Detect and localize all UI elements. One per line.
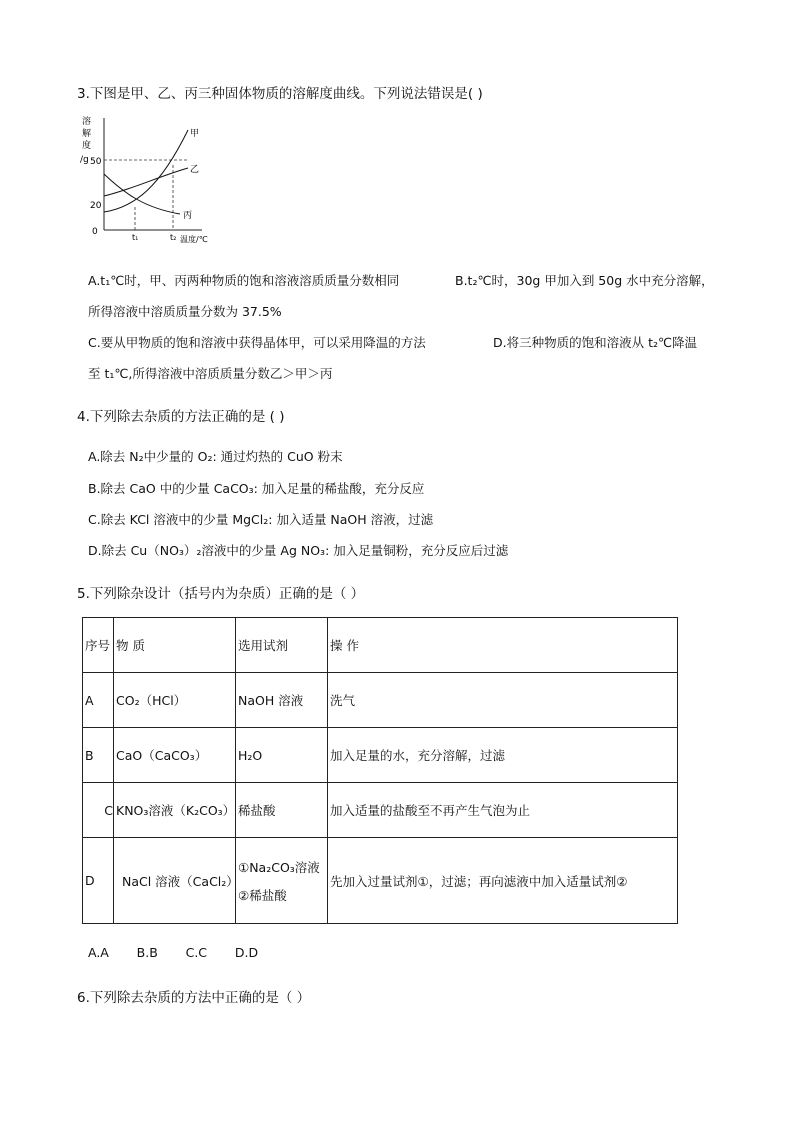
- row-reagent-cell: [236, 838, 328, 924]
- y-label-3: /g: [80, 155, 89, 165]
- row-reagent-2: ②稀盐酸: [238, 887, 287, 903]
- row-substance: NaCl 溶液（CaCl₂）: [114, 838, 236, 924]
- row-reagent: 稀盐酸: [236, 783, 328, 838]
- q3-option-b-cont: 所得溶液中溶质质量分数为 37.5%: [88, 304, 282, 319]
- q4-option-d: D.除去 Cu（NO₃）₂溶液中的少量 Ag NO₃: 加入足量铜粉，充分反应后过滤: [88, 543, 509, 558]
- x-tick-t1: t₁: [132, 233, 139, 242]
- row-operation: 加入适量的盐酸至不再产生气泡为止: [328, 783, 678, 838]
- row-substance: KNO₃溶液（K₂CO₃）: [114, 783, 236, 838]
- header-substance: 物 质: [114, 618, 236, 673]
- q6-stem: 6.下列除去杂质的方法中正确的是（ ）: [77, 990, 311, 1006]
- q3-stem: 3.下图是甲、乙、丙三种固体物质的溶解度曲线。下列说法错误是( ): [77, 86, 483, 102]
- y-label-2: 度: [82, 141, 92, 151]
- q3-option-d: D.将三种物质的饱和溶液从 t₂℃降温: [493, 335, 698, 350]
- row-id: A: [83, 673, 114, 728]
- q4-option-a: A.除去 N₂中少量的 O₂: 通过灼热的 CuO 粉末: [88, 449, 343, 464]
- solubility-chart: [80, 112, 230, 250]
- header-operation: 操 作: [328, 618, 678, 673]
- curve-bing: [104, 174, 180, 214]
- origin-label: 0: [92, 227, 98, 237]
- table-row: [83, 728, 678, 783]
- label-bing: 丙: [183, 211, 193, 221]
- q4-option-c: C.除去 KCl 溶液中的少量 MgCl₂: 加入适量 NaOH 溶液，过滤: [88, 512, 434, 527]
- table-row: [83, 673, 678, 728]
- x-axis-label: 温度/℃: [180, 235, 208, 244]
- row-operation: 洗气: [328, 673, 678, 728]
- row-reagent: ①Na₂CO₃溶液: [238, 859, 320, 875]
- row-substance: CO₂（HCl）: [114, 673, 236, 728]
- label-jia: 甲: [190, 129, 200, 139]
- q3-option-b: B.t₂℃时，30g 甲加入到 50g 水中充分溶解，: [455, 273, 714, 288]
- q4-option-b: B.除去 CaO 中的少量 CaCO₃: 加入足量的稀盐酸，充分反应: [88, 481, 425, 496]
- header-reagent: 选用试剂: [236, 618, 328, 673]
- row-operation: 先加入过量试剂①，过滤；再向滤液中加入适量试剂②: [328, 838, 678, 924]
- q3-option-d-cont: 至 t₁℃,所得溶液中溶质质量分数乙＞甲＞丙: [88, 366, 333, 381]
- row-id: B: [83, 728, 114, 783]
- header-id: 序号: [83, 618, 114, 673]
- row-id: D: [83, 838, 114, 924]
- table-header-row: [83, 618, 678, 673]
- row-reagent: NaOH 溶液: [236, 673, 328, 728]
- row-reagent: H₂O: [236, 728, 328, 783]
- q5-stem: 5.下列除杂设计（括号内为杂质）正确的是（ ）: [77, 586, 365, 602]
- q3-option-a: A.t₁℃时，甲、丙两种物质的饱和溶液溶质质量分数相同: [88, 273, 400, 288]
- y-tick-20: 20: [90, 201, 102, 211]
- y-tick-50: 50: [90, 157, 102, 167]
- label-yi: 乙: [190, 165, 200, 175]
- table-row: [83, 838, 678, 924]
- x-tick-t2: t₂: [170, 233, 177, 242]
- row-id: C: [83, 783, 114, 838]
- row-operation: 加入足量的水，充分溶解，过滤: [328, 728, 678, 783]
- table-row: [83, 783, 678, 838]
- row-substance: CaO（CaCO₃）: [114, 728, 236, 783]
- curve-jia: [104, 130, 188, 212]
- q4-stem: 4.下列除去杂质的方法正确的是 ( ): [77, 409, 285, 425]
- q3-option-c: C.要从甲物质的饱和溶液中获得晶体甲，可以采用降温的方法: [88, 335, 426, 350]
- y-label-0: 溶: [82, 117, 92, 127]
- q5-options: A.A B.B C.C D.D: [88, 945, 259, 960]
- q5-table: [82, 617, 678, 924]
- y-label-1: 解: [82, 129, 92, 139]
